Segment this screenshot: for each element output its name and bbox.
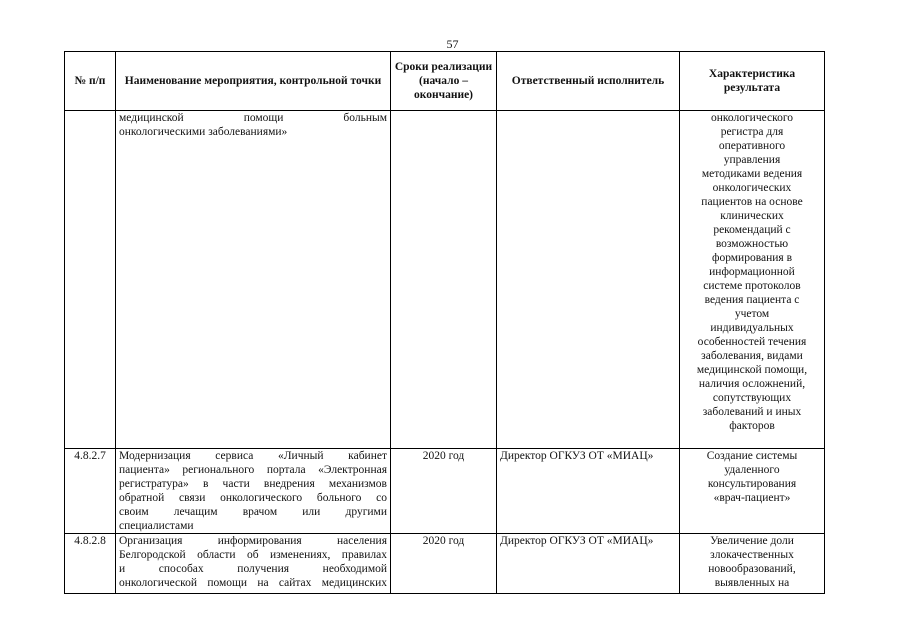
- result-line: индивидуальных: [710, 322, 794, 334]
- result-line: особенностей течения: [697, 336, 807, 348]
- cell-responsible: [497, 111, 680, 449]
- result-line: Увеличение доли: [710, 535, 794, 547]
- cell-result: [680, 534, 825, 594]
- header-term: Сроки реализации (начало – окончание): [391, 52, 497, 111]
- result-line: выявленных на: [714, 577, 790, 589]
- name-line: пациента» регионального портала «Электронная: [119, 464, 387, 476]
- header-name: Наименование мероприятия, контрольной точки: [116, 52, 391, 111]
- header-result: Характеристика результата: [680, 52, 825, 111]
- result-line: онкологического: [710, 112, 794, 124]
- page-number: 57: [446, 37, 459, 51]
- result-line: консультирования: [707, 478, 797, 490]
- name-line: регистратура» в части внедрения механизмов: [119, 478, 387, 490]
- cell-term: 2020 год: [391, 449, 497, 534]
- name-line: Модернизация сервиса «Личный кабинет: [119, 450, 387, 462]
- table-row: [65, 449, 825, 534]
- name-line: обратной связи онкологического больного со: [119, 492, 387, 504]
- table-body: [65, 111, 825, 594]
- result-line: возможностью: [715, 238, 789, 250]
- result-line: сопутствующих: [712, 392, 792, 404]
- name-line: Белгородской области об изменениях, правилах: [119, 549, 387, 561]
- cell-term: [391, 111, 497, 449]
- name-line: медицинской помощи больным: [119, 112, 387, 124]
- name-line: онкологической помощи на сайтах медицинских: [119, 577, 387, 589]
- result-line: заболеваний и иных: [702, 406, 802, 418]
- result-line: онкологических: [712, 182, 792, 194]
- cell-num: [65, 111, 116, 449]
- name-line: специалистами: [119, 520, 194, 532]
- result-line: заболевания, видами: [701, 350, 803, 362]
- result-line: удаленного: [724, 464, 780, 476]
- result-line: регистра для: [720, 126, 784, 138]
- name-line: и способах получения необходимой: [119, 563, 387, 575]
- table-header-row: [65, 52, 825, 111]
- cell-num: 4.8.2.8: [65, 534, 116, 594]
- result-line: ведения пациента с: [704, 294, 800, 306]
- cell-num: 4.8.2.7: [65, 449, 116, 534]
- table-row: [65, 534, 825, 594]
- cell-responsible: Директор ОГКУЗ ОТ «МИАЦ»: [497, 449, 680, 534]
- name-line: онкологическими заболеваниями»: [119, 126, 288, 138]
- result-line: управления: [723, 154, 781, 166]
- result-line: наличия осложнений,: [698, 378, 806, 390]
- result-line: информационной: [709, 266, 795, 278]
- result-line: «врач-пациент»: [713, 492, 791, 504]
- result-line: пациентов на основе: [701, 196, 803, 208]
- header-num: № п/п: [65, 52, 116, 111]
- cell-responsible: Директор ОГКУЗ ОТ «МИАЦ»: [497, 534, 680, 594]
- activity-table: [64, 51, 825, 594]
- cell-result: [680, 111, 825, 449]
- table-row: [65, 111, 825, 449]
- cell-term: 2020 год: [391, 534, 497, 594]
- header-responsible: Ответственный исполнитель: [497, 52, 680, 111]
- result-line: злокачественных: [710, 549, 794, 561]
- result-line: факторов: [729, 420, 775, 432]
- result-line: клинических: [720, 210, 784, 222]
- result-line: методиками ведения: [701, 168, 803, 180]
- result-line: новообразований,: [708, 563, 796, 575]
- result-line: Создание системы: [706, 450, 798, 462]
- cell-name: [116, 534, 391, 594]
- cell-name: [116, 111, 391, 449]
- result-line: рекомендаций с: [713, 224, 791, 236]
- cell-result: [680, 449, 825, 534]
- result-line: системе протоколов: [703, 280, 801, 292]
- result-line: оперативного: [718, 140, 786, 152]
- name-line: своим лечащим врачом или другими: [119, 506, 387, 518]
- result-line: формирования в: [712, 252, 792, 264]
- cell-name: [116, 449, 391, 534]
- name-line: Организация информирования населения: [119, 535, 387, 547]
- result-line: учетом: [734, 308, 770, 320]
- result-line: медицинской помощи,: [696, 364, 808, 376]
